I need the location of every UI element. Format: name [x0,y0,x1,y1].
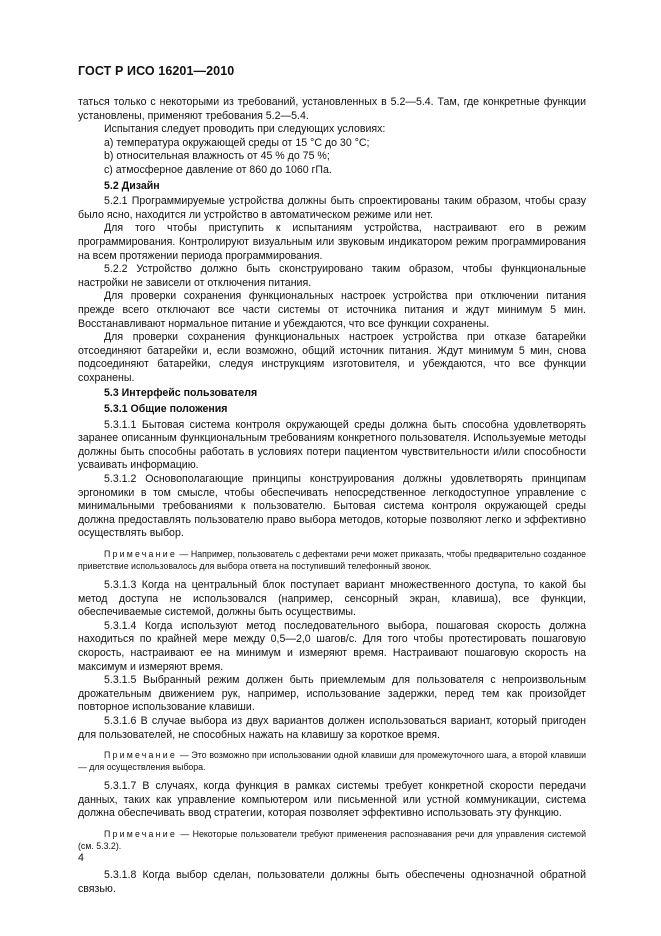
note-text: — Это возможно при использовании одной клавиши для промежуточного шага, а второй клавиши — для осуществления выбора. [78,750,586,773]
paragraph-5-2-2-battery: Для проверки сохранения функциональных настроек устройства при отказе батарейки отсоединяют батарейки и, если возможно, общий источник питания. Ждут минимум 5 мин, снова подсоединяют батарейки, следуя инструкциям изготовителя, и убеждаются, что все функции сохранены. [78,331,586,384]
section-heading-5-3-1: 5.3.1 Общие положения [104,403,228,416]
paragraph-5-3-1-4: 5.3.1.4 Когда используют метод последовательного выбора, пошаговая скорость должна находиться по крайней мере между 0,5—2,0 шагов/с. Для того чтобы протестировать пошаговую скорость, настраивают ее на минимум и измеряют время. Настраивают пошаговую скорость на максимум и измеряют время. [78,619,586,673]
paragraph-test-conditions: Испытания следует проводить при следующих условиях: [104,123,386,136]
paragraph-5-3-1-6: 5.3.1.6 В случае выбора из двух вариантов должен использоваться вариант, который пригоден для пользователей, не способных нажать на клавишу за короткое время. [78,714,586,741]
section-heading-5-3: 5.3 Интерфейс пользователя [104,387,258,400]
page-number: 4 [78,852,84,864]
note-text: — Некоторые пользователи требуют применения распознавания речи для управления системой (см. 5.3.2). [78,828,586,851]
paragraph-5-3-1-3: 5.3.1.3 Когда на центральный блок поступает вариант множественного доступа, то какой бы метод доступа не использовался (например, сенсорный экран, клавиша), все функции, обеспечиваемые системой, должны быть осуществимы. [78,579,586,619]
paragraph-5-3-1-5: 5.3.1.5 Выбранный режим должен быть приемлемым для пользователя с непроизвольным дрожательным движением рук, например, использование задержки, перед тем как произойдет повторное использование клавиши. [78,674,586,714]
paragraph-5-3-1-7: 5.3.1.7 В случаях, когда функция в рамках системы требует конкретной скорости передачи данных, таких как управление компьютером или письменной или устной коммуникации, система должна обеспечивать ввод стратегии, которая позволяет эффективно использовать эту функцию. [78,780,586,820]
paragraph-5-3-1-2: 5.3.1.2 Основополагающие принципы конструирования должны удовлетворять принципам эргономики в том смысле, чтобы обеспечивать непосредственное легкодоступное управление с минимальными требованиями к пользователю. Бытовая система контроля окружающей среды должна предоставлять пользователю право выбора методов, которые позволяют легко и эффективно осуществлять выбор. [78,473,586,540]
note-1 [78,548,586,572]
paragraph-5-3-1-1: 5.3.1.1 Бытовая система контроля окружающей среды должна быть способна удовлетворять заранее описанным функциональным требованиям конкретного пользователя. Используемые методы должны быть способны работать в условиях потери пациентом чувствительности и/или способности усваивать информацию. [78,418,586,472]
document-header: ГОСТ Р ИСО 16201—2010 [78,64,235,78]
list-item-temperature: а) температура окружающей среды от 15 °С до 30 °С; [104,136,370,149]
note-label: Примечание [104,828,177,839]
document-body [78,96,586,896]
note-label: Примечание [104,549,177,559]
paragraph-continuation: таться только с некоторыми из требований, установленных в 5.2—5.4. Там, где конкретные функции установлены, применяют требования 5.2—5.4. [78,96,586,122]
note-2 [78,749,586,773]
section-heading-5-2: 5.2 Дизайн [104,179,160,192]
paragraph-5-2-1-test: Для того чтобы приступить к испытаниям устройства, настраивают его в режим программирования. Контролируют визуальным или звуковым индикатором режим программирования на всем протяжении периода программирования. [78,222,586,262]
note-label: Примечание [104,750,177,761]
paragraph-5-2-2-power: Для проверки сохранения функциональных настроек устройства при отключении питания прежде всего отключают все части системы от источника питания и ждут минимум 5 мин. Восстанавливают нормальное питание и убеждаются, что все функции сохранены. [78,290,586,330]
list-item-pressure: с) атмосферное давление от 860 до 1060 гПа. [104,163,332,176]
paragraph-5-2-2: 5.2.2 Устройство должно быть сконструировано таким образом, чтобы функциональные настройки не зависели от отключения питания. [78,263,586,289]
note-text: — Например, пользователь с дефектами речи может приказать, чтобы предварительно созданное приветствие использовалось для выбора ответа на поступивший телефонный звонок. [78,549,586,571]
paragraph-5-2-1: 5.2.1 Программируемые устройства должны быть спроектированы таким образом, чтобы сразу было ясно, находится ли устройство в автоматическом режиме или нет. [78,195,586,221]
paragraph-5-3-1-8: 5.3.1.8 Когда выбор сделан, пользователи должны быть обеспечены однозначной обратной связью. [78,868,586,895]
note-3 [78,828,586,852]
spacer [78,859,586,869]
list-item-humidity: b) относительная влажность от 45 % до 75 %; [104,150,330,163]
